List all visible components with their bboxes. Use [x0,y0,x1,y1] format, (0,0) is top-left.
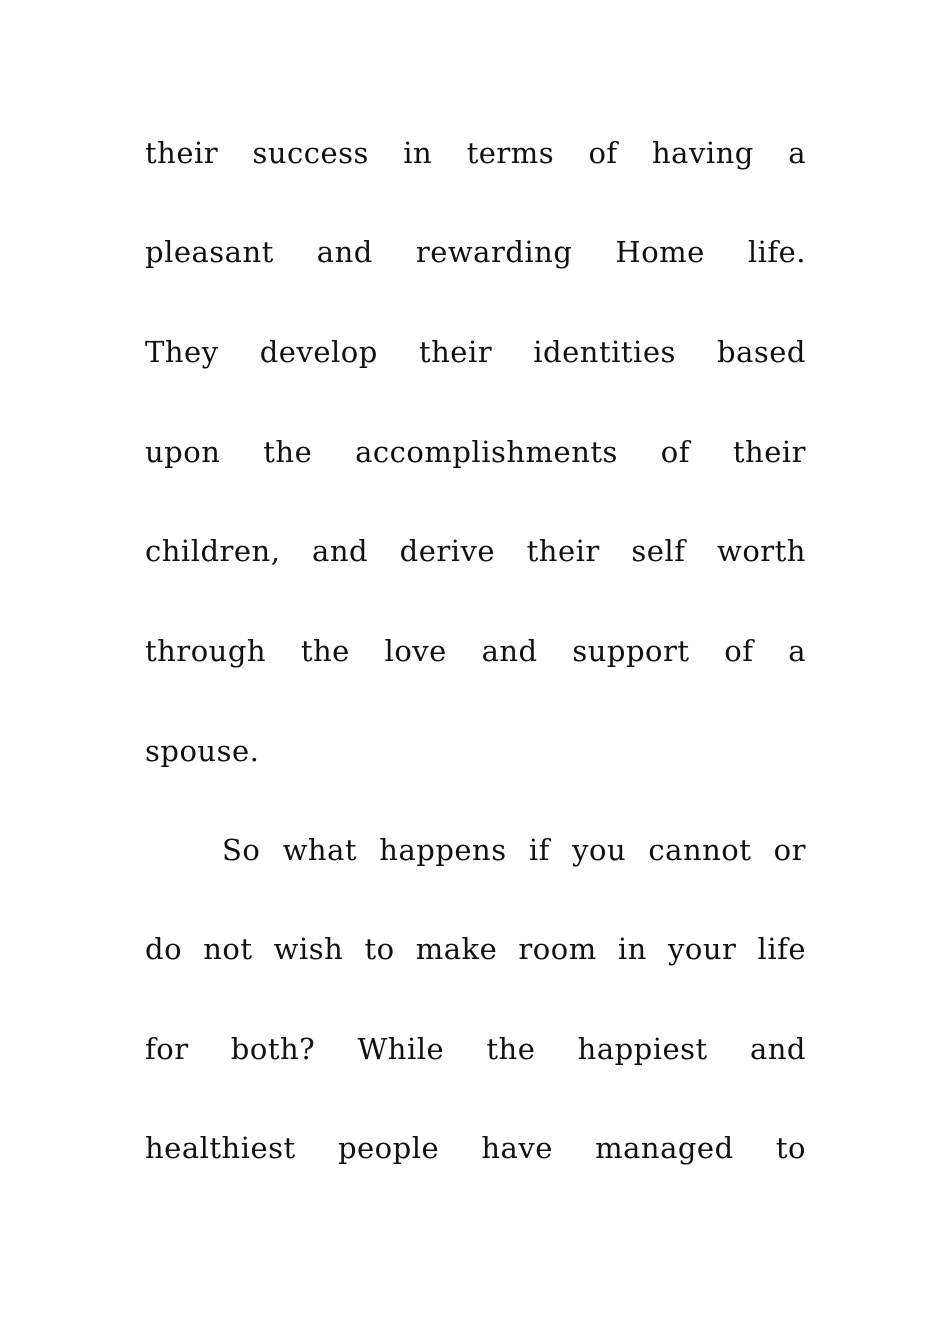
text-line: children, and derive their self worth [145,534,806,568]
text-line: for both? While the happiest and [145,1032,806,1066]
text-line: do not wish to make room in your life [145,932,806,966]
text-line: spouse. [145,734,260,768]
text-line: healthiest people have managed to [145,1131,806,1165]
text-line: They develop their identities based [145,335,806,369]
text-line: pleasant and rewarding Home life. [145,235,806,269]
text-line: their success in terms of having a [145,136,806,170]
text-line: upon the accomplishments of their [145,435,806,469]
paragraph-first-line: So what happens if you cannot or [222,833,806,867]
text-line: through the love and support of a [145,634,806,668]
